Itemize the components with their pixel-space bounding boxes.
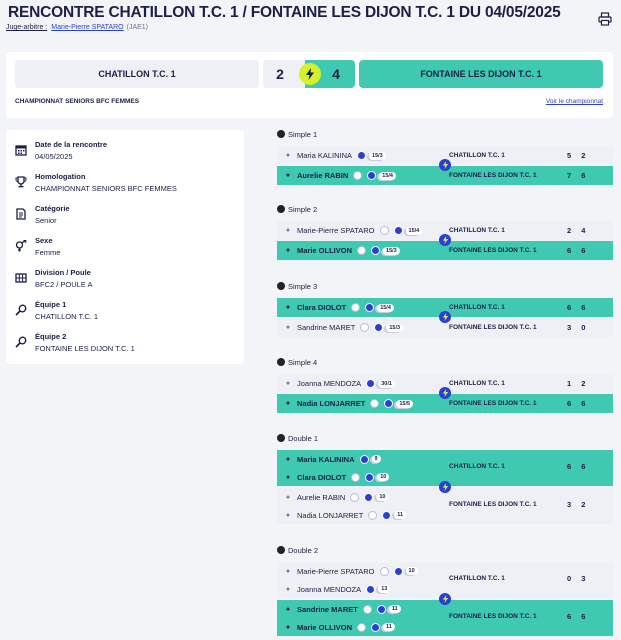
- user-icon: ●: [285, 455, 291, 463]
- league-badge-icon: [371, 246, 380, 255]
- club-badge-icon: [353, 171, 362, 180]
- info-date: [6, 140, 244, 170]
- lightning-icon: [439, 234, 451, 246]
- league-badge-icon: [364, 493, 373, 502]
- info-value: CHAMPIONNAT SENIORS BFC FEMMES: [35, 184, 177, 193]
- player-name-link[interactable]: Sandrine MARET: [297, 604, 358, 614]
- user-icon: ●: [285, 324, 291, 331]
- info-value: CHATILLON T.C. 1: [35, 312, 99, 321]
- match-title: [277, 358, 317, 367]
- club-badge-icon: [370, 399, 379, 408]
- player-name-link[interactable]: Aurelie RABIN: [297, 171, 349, 180]
- ranking-badge: 11: [394, 511, 406, 519]
- player-name-link[interactable]: Marie-Pierre SPATARO: [297, 226, 375, 235]
- ranking-badge: 30/1: [378, 380, 395, 388]
- team-name: CHATILLON T.C. 1: [449, 463, 505, 470]
- tennis-ball-icon: [277, 282, 285, 290]
- ranking-badge: 15/4: [406, 227, 423, 235]
- info-label: Date de la rencontre: [35, 140, 108, 149]
- player-row: [277, 506, 613, 524]
- club-badge-icon: [351, 303, 360, 312]
- lightning-icon: [439, 159, 451, 171]
- team-name: FONTAINE LES DIJON T.C. 1: [449, 172, 537, 179]
- team-name: FONTAINE LES DIJON T.C. 1: [449, 324, 537, 331]
- player-name-link[interactable]: Sandrine MARET: [297, 323, 356, 332]
- lightning-icon: [439, 481, 451, 493]
- player-name-link[interactable]: Joanna MENDOZA: [297, 379, 362, 388]
- match-title-label: Simple 3: [288, 282, 318, 291]
- league-badge-icon: [366, 585, 375, 594]
- ranking-badge: 9: [372, 455, 381, 463]
- team-name: FONTAINE LES DIJON T.C. 1: [449, 613, 537, 620]
- user-icon: ●: [285, 473, 291, 481]
- player-name-link[interactable]: Aurelie RABIN: [297, 492, 346, 502]
- tennis-ball-icon: [277, 434, 285, 442]
- set-scores: 2 4: [567, 226, 590, 235]
- player-name-link[interactable]: Clara DIOLOT: [297, 303, 347, 312]
- ranking-badge: 15/3: [383, 247, 400, 255]
- ranking-badge: 15/4: [379, 172, 396, 180]
- info-value: BFC2 / POULE A: [35, 280, 93, 289]
- referee-name-link[interactable]: Marie-Pierre SPATARO: [51, 24, 124, 31]
- tennis-ball-icon: [277, 205, 285, 213]
- player-row: [277, 562, 613, 580]
- referee-line: [6, 24, 148, 31]
- user-icon: ●: [285, 511, 291, 519]
- club-badge-icon: [380, 226, 389, 235]
- info-label: Équipe 1: [35, 300, 67, 309]
- match-title-label: Simple 1: [288, 130, 318, 139]
- match-title: [277, 434, 318, 443]
- match-title-label: Double 2: [288, 546, 319, 555]
- team-name: CHATILLON T.C. 1: [449, 227, 505, 234]
- user-icon: ●: [285, 567, 291, 575]
- info-label: Catégorie: [35, 204, 70, 213]
- set-scores: 3 2: [567, 500, 590, 509]
- player-row: [277, 450, 613, 468]
- set-scores: 6 6: [567, 399, 590, 408]
- set-scores: 3 0: [567, 323, 590, 332]
- info-value: Femme: [35, 248, 61, 257]
- team-name: CHATILLON T.C. 1: [449, 152, 505, 159]
- user-icon: ●: [285, 623, 291, 631]
- user-icon: ●: [285, 227, 291, 234]
- racket-icon: [15, 335, 27, 347]
- player-name-link[interactable]: Clara DIOLOT: [297, 472, 347, 482]
- match-title: [277, 130, 317, 139]
- calendar-icon: [15, 143, 27, 155]
- match-summary-card: [6, 52, 613, 118]
- player-name-link[interactable]: Marie OLLIVON: [297, 246, 353, 255]
- info-label: Sexe: [35, 236, 53, 245]
- lightning-icon: [439, 311, 451, 323]
- ranking-badge: 15/5: [396, 400, 413, 408]
- tennis-ball-icon: [277, 546, 285, 554]
- tennis-ball-icon: [277, 358, 285, 366]
- team-name: FONTAINE LES DIJON T.C. 1: [449, 501, 537, 508]
- club-badge-icon: [357, 623, 366, 632]
- match-title-label: Simple 4: [288, 358, 318, 367]
- league-badge-icon: [360, 455, 369, 464]
- team-name: CHATILLON T.C. 1: [449, 304, 505, 311]
- user-icon: ●: [285, 605, 291, 613]
- league-badge-icon: [366, 379, 375, 388]
- match-title-label: Simple 2: [288, 205, 318, 214]
- league-badge-icon: [365, 303, 374, 312]
- info-team-2: [6, 332, 244, 362]
- league-badge-icon: [371, 623, 380, 632]
- user-icon: ●: [285, 304, 291, 311]
- page-title: RENCONTRE CHATILLON T.C. 1 / FONTAINE LES DIJON T.C. 1 DU 04/05/2025: [8, 4, 561, 21]
- player-name-link[interactable]: Maria KALININA: [297, 151, 353, 160]
- info-team-1: [6, 300, 244, 330]
- home-team-button[interactable]: CHATILLON T.C. 1: [15, 60, 259, 88]
- user-icon: ●: [285, 152, 291, 159]
- grid-icon: [15, 271, 27, 283]
- match-title: [277, 205, 317, 214]
- team-name: CHATILLON T.C. 1: [449, 380, 505, 387]
- user-icon: ●: [285, 172, 291, 179]
- user-icon: ●: [285, 380, 291, 387]
- ranking-badge: 10: [377, 473, 389, 481]
- match-title: [277, 282, 317, 291]
- league-badge-icon: [374, 323, 383, 332]
- league-badge-icon: [365, 473, 374, 482]
- player-name-link[interactable]: Maria KALININA: [297, 454, 355, 464]
- player-row: [277, 618, 613, 636]
- info-label: Homologation: [35, 172, 86, 181]
- trophy-icon: [15, 175, 27, 187]
- ranking-badge: 10: [406, 567, 418, 575]
- team-name: FONTAINE LES DIJON T.C. 1: [449, 247, 537, 254]
- info-division: [6, 268, 244, 298]
- player-name-link[interactable]: Nadia LONJARRET: [297, 510, 364, 520]
- player-name-link[interactable]: Nadia LONJARRET: [297, 399, 366, 408]
- away-team-button[interactable]: FONTAINE LES DIJON T.C. 1: [359, 60, 603, 88]
- ranking-badge: 15/3: [386, 324, 403, 332]
- user-icon: ●: [285, 247, 291, 254]
- league-badge-icon: [384, 399, 393, 408]
- home-score: 2: [263, 60, 305, 88]
- club-badge-icon: [368, 511, 377, 520]
- info-value: Senior: [35, 216, 57, 225]
- league-badge-icon: [382, 511, 391, 520]
- club-badge-icon: [351, 473, 360, 482]
- match-title-label: Double 1: [288, 434, 319, 443]
- referee-code: (JAE1): [126, 24, 149, 31]
- ranking-badge: 10: [376, 493, 388, 501]
- info-label: Équipe 2: [35, 332, 67, 341]
- info-homologation: [6, 172, 244, 202]
- set-scores: 6 6: [567, 612, 590, 621]
- set-scores: 6 6: [567, 462, 590, 471]
- league-badge-icon: [394, 567, 403, 576]
- ranking-badge: 15/3: [369, 152, 386, 160]
- club-badge-icon: [360, 323, 369, 332]
- club-badge-icon: [357, 246, 366, 255]
- info-value: FONTAINE LES DIJON T.C. 1: [35, 344, 135, 353]
- referee-label: Juge-arbitre :: [6, 24, 48, 31]
- match-title: [277, 546, 318, 555]
- info-category: [6, 204, 244, 234]
- set-scores: 7 6: [567, 171, 590, 180]
- ranking-badge: 13: [378, 585, 390, 593]
- printer-icon[interactable]: [598, 12, 612, 26]
- ranking-badge: 11: [389, 605, 401, 613]
- league-badge-icon: [367, 171, 376, 180]
- racket-icon: [15, 303, 27, 315]
- info-label: Division / Poule: [35, 268, 91, 277]
- player-name-link[interactable]: Marie-Pierre SPATARO: [297, 566, 375, 576]
- user-icon: ●: [285, 493, 291, 501]
- lightning-icon: [439, 387, 451, 399]
- set-scores: 6 6: [567, 303, 590, 312]
- document-icon: [15, 207, 27, 219]
- user-icon: ●: [285, 400, 291, 407]
- info-value: 04/05/2025: [35, 152, 73, 161]
- league-badge-icon: [394, 226, 403, 235]
- club-badge-icon: [380, 567, 389, 576]
- info-sex: [6, 236, 244, 266]
- set-scores: 5 2: [567, 151, 590, 160]
- user-icon: ●: [285, 585, 291, 593]
- view-championship-link[interactable]: Voir le championnat: [545, 98, 603, 105]
- club-badge-icon: [350, 493, 359, 502]
- away-score: 4: [305, 60, 355, 88]
- tennis-ball-icon: [277, 130, 285, 138]
- league-badge-icon: [357, 151, 366, 160]
- ranking-badge: 11: [383, 623, 395, 631]
- championship-label: CHAMPIONNAT SENIORS BFC FEMMES: [15, 98, 140, 105]
- set-scores: 6 6: [567, 246, 590, 255]
- club-badge-icon: [363, 605, 372, 614]
- set-scores: 1 2: [567, 379, 590, 388]
- ranking-badge: 15/4: [377, 304, 394, 312]
- match-info-card: [6, 130, 244, 364]
- set-scores: 0 3: [567, 574, 590, 583]
- league-badge-icon: [377, 605, 386, 614]
- lightning-icon: [299, 63, 321, 85]
- lightning-icon: [439, 593, 451, 605]
- team-name: FONTAINE LES DIJON T.C. 1: [449, 400, 537, 407]
- player-name-link[interactable]: Joanna MENDOZA: [297, 584, 362, 594]
- team-name: CHATILLON T.C. 1: [449, 575, 505, 582]
- gender-icon: [15, 239, 27, 251]
- player-name-link[interactable]: Marie OLLIVON: [297, 622, 353, 632]
